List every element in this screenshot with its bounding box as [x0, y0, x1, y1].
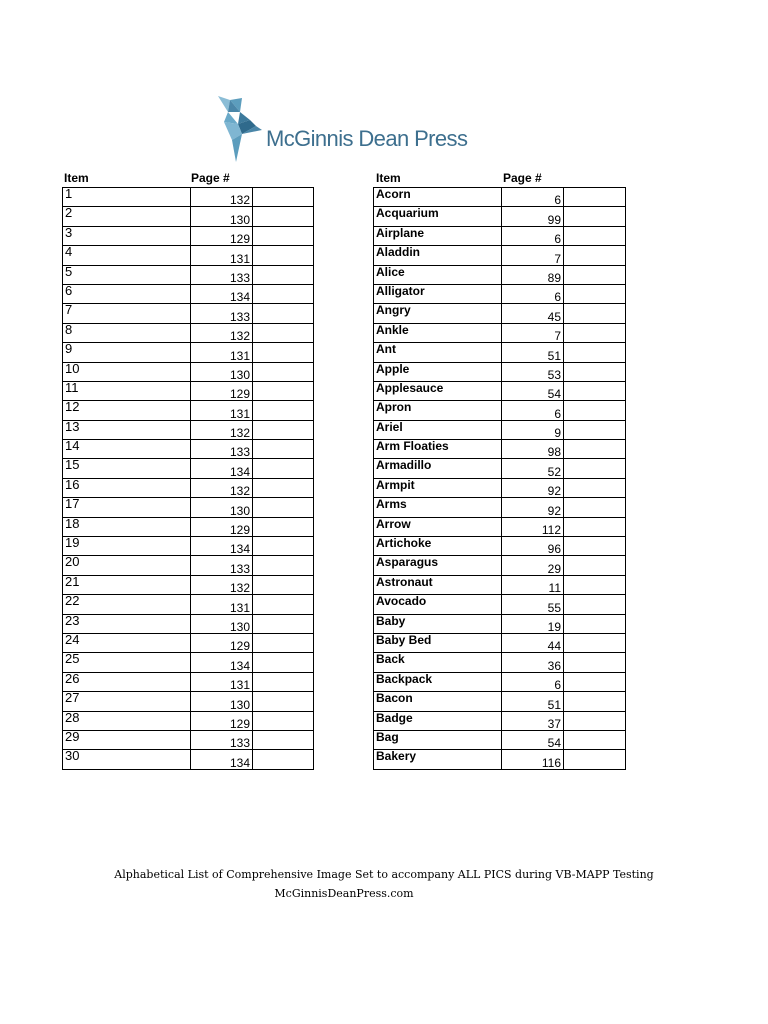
- blank-cell: [253, 284, 314, 303]
- blank-cell: [253, 207, 314, 226]
- page-cell: 29: [502, 556, 564, 575]
- table-row: [63, 556, 314, 575]
- table-row: [374, 440, 626, 459]
- item-cell: 25: [63, 653, 191, 672]
- blank-cell: [564, 188, 626, 207]
- item-cell: 1: [63, 188, 191, 207]
- page-cell: 134: [191, 750, 253, 769]
- item-cell: 9: [63, 343, 191, 362]
- page-cell: 131: [191, 672, 253, 691]
- blank-cell: [564, 304, 626, 323]
- blank-cell: [564, 478, 626, 497]
- page-cell: 6: [502, 284, 564, 303]
- item-cell: Bag: [374, 730, 502, 749]
- table-row: [63, 537, 314, 556]
- blank-cell: [253, 343, 314, 362]
- page-cell: 89: [502, 265, 564, 284]
- blank-cell: [564, 440, 626, 459]
- table-row: [63, 226, 314, 245]
- item-cell: 28: [63, 711, 191, 730]
- table-row: [63, 343, 314, 362]
- item-cell: 3: [63, 226, 191, 245]
- blank-cell: [253, 633, 314, 652]
- table-row: [374, 730, 626, 749]
- item-cell: 27: [63, 692, 191, 711]
- blank-cell: [253, 459, 314, 478]
- item-cell: 22: [63, 595, 191, 614]
- blank-cell: [564, 730, 626, 749]
- page-cell: 6: [502, 672, 564, 691]
- table-row: [63, 323, 314, 342]
- blank-cell: [564, 692, 626, 711]
- table-row: [374, 672, 626, 691]
- table-row: [63, 207, 314, 226]
- page-cell: 132: [191, 420, 253, 439]
- blank-cell: [564, 517, 626, 536]
- page-cell: 116: [502, 750, 564, 769]
- item-cell: Apple: [374, 362, 502, 381]
- blank-cell: [253, 362, 314, 381]
- blank-cell: [564, 459, 626, 478]
- blank-cell: [564, 556, 626, 575]
- table-row: [63, 498, 314, 517]
- page-cell: 132: [191, 323, 253, 342]
- page-cell: 131: [191, 343, 253, 362]
- page-cell: 45: [502, 304, 564, 323]
- item-cell: 26: [63, 672, 191, 691]
- item-cell: Acquarium: [374, 207, 502, 226]
- page-cell: 6: [502, 188, 564, 207]
- blank-cell: [564, 362, 626, 381]
- blank-cell: [253, 440, 314, 459]
- item-cell: 14: [63, 440, 191, 459]
- numbered-items-table: [62, 187, 314, 770]
- table-row: [374, 556, 626, 575]
- table-row: [374, 537, 626, 556]
- table-row: [63, 614, 314, 633]
- blank-cell: [564, 575, 626, 594]
- item-cell: Alligator: [374, 284, 502, 303]
- page-cell: 44: [502, 633, 564, 652]
- item-cell: 30: [63, 750, 191, 769]
- blank-cell: [253, 711, 314, 730]
- page-cell: 11: [502, 575, 564, 594]
- page-cell: 54: [502, 730, 564, 749]
- blank-cell: [564, 498, 626, 517]
- origami-bird-icon: [216, 94, 268, 166]
- table-row: [374, 692, 626, 711]
- item-cell: Armadillo: [374, 459, 502, 478]
- blank-cell: [253, 537, 314, 556]
- item-cell: 5: [63, 265, 191, 284]
- page-cell: 130: [191, 498, 253, 517]
- page-cell: 54: [502, 381, 564, 400]
- table-row: [63, 420, 314, 439]
- table-row: [374, 614, 626, 633]
- blank-cell: [564, 750, 626, 769]
- item-cell: 11: [63, 381, 191, 400]
- table-row: [63, 711, 314, 730]
- page-cell: 53: [502, 362, 564, 381]
- table-row: [63, 265, 314, 284]
- table-row: [63, 188, 314, 207]
- item-cell: Baby Bed: [374, 633, 502, 652]
- table-row: [374, 304, 626, 323]
- blank-cell: [253, 226, 314, 245]
- footer-website: McGinnisDeanPress.com: [274, 887, 414, 900]
- item-cell: Arrow: [374, 517, 502, 536]
- page-cell: 132: [191, 575, 253, 594]
- blank-cell: [564, 633, 626, 652]
- page-cell: 99: [502, 207, 564, 226]
- page-cell: 52: [502, 459, 564, 478]
- blank-cell: [253, 265, 314, 284]
- page-cell: 133: [191, 556, 253, 575]
- table-row: [63, 246, 314, 265]
- table-row: [63, 304, 314, 323]
- table-row: [63, 692, 314, 711]
- item-cell: 7: [63, 304, 191, 323]
- table-row: [374, 711, 626, 730]
- table-row: [374, 381, 626, 400]
- item-cell: Angry: [374, 304, 502, 323]
- item-cell: 23: [63, 614, 191, 633]
- page-cell: 19: [502, 614, 564, 633]
- table-row: [374, 478, 626, 497]
- blank-cell: [253, 692, 314, 711]
- item-cell: Bakery: [374, 750, 502, 769]
- page-cell: 92: [502, 498, 564, 517]
- blank-cell: [253, 517, 314, 536]
- table-row: [374, 575, 626, 594]
- page-cell: 129: [191, 711, 253, 730]
- item-cell: Aladdin: [374, 246, 502, 265]
- page-cell: 133: [191, 440, 253, 459]
- blank-cell: [564, 381, 626, 400]
- page-cell: 134: [191, 653, 253, 672]
- blank-cell: [253, 595, 314, 614]
- blank-cell: [253, 556, 314, 575]
- page-cell: 98: [502, 440, 564, 459]
- table-row: [374, 284, 626, 303]
- table-row: [374, 188, 626, 207]
- blank-cell: [564, 284, 626, 303]
- table-row: [63, 440, 314, 459]
- item-cell: 13: [63, 420, 191, 439]
- blank-cell: [564, 265, 626, 284]
- page-cell: 130: [191, 692, 253, 711]
- publisher-name: McGinnis Dean Press: [266, 126, 468, 151]
- blank-cell: [564, 343, 626, 362]
- blank-cell: [253, 401, 314, 420]
- page-cell: 51: [502, 692, 564, 711]
- item-cell: 20: [63, 556, 191, 575]
- item-cell: Backpack: [374, 672, 502, 691]
- item-cell: 24: [63, 633, 191, 652]
- page-cell: 130: [191, 362, 253, 381]
- table-row: [374, 226, 626, 245]
- page-cell: 132: [191, 478, 253, 497]
- table-row: [374, 265, 626, 284]
- page-cell: 129: [191, 226, 253, 245]
- page-cell: 92: [502, 478, 564, 497]
- item-cell: Badge: [374, 711, 502, 730]
- table-row: [374, 323, 626, 342]
- blank-cell: [253, 323, 314, 342]
- blank-cell: [253, 730, 314, 749]
- blank-cell: [253, 498, 314, 517]
- page-cell: 133: [191, 304, 253, 323]
- item-cell: Astronaut: [374, 575, 502, 594]
- blank-cell: [564, 595, 626, 614]
- table-row: [63, 750, 314, 769]
- item-cell: Arms: [374, 498, 502, 517]
- item-cell: Bacon: [374, 692, 502, 711]
- blank-cell: [564, 711, 626, 730]
- table-row: [63, 730, 314, 749]
- table-row: [63, 633, 314, 652]
- table-row: [63, 478, 314, 497]
- item-cell: 17: [63, 498, 191, 517]
- page-cell: 129: [191, 381, 253, 400]
- page-cell: 131: [191, 246, 253, 265]
- item-cell: Back: [374, 653, 502, 672]
- blank-cell: [253, 246, 314, 265]
- publisher-logo: [216, 94, 468, 166]
- item-cell: Applesauce: [374, 381, 502, 400]
- table-row: [374, 401, 626, 420]
- table-row: [63, 362, 314, 381]
- page-cell: 131: [191, 401, 253, 420]
- item-cell: 18: [63, 517, 191, 536]
- left-header-page: Page #: [191, 171, 230, 185]
- right-header-item: Item: [376, 171, 401, 185]
- page-cell: 132: [191, 188, 253, 207]
- blank-cell: [253, 750, 314, 769]
- table-row: [63, 575, 314, 594]
- page-cell: 131: [191, 595, 253, 614]
- blank-cell: [564, 246, 626, 265]
- blank-cell: [564, 207, 626, 226]
- item-cell: Ariel: [374, 420, 502, 439]
- blank-cell: [564, 537, 626, 556]
- table-row: [374, 750, 626, 769]
- table-row: [63, 401, 314, 420]
- blank-cell: [253, 653, 314, 672]
- table-row: [374, 498, 626, 517]
- page-cell: 37: [502, 711, 564, 730]
- table-row: [63, 595, 314, 614]
- blank-cell: [564, 401, 626, 420]
- alphabetical-items-table: [373, 187, 626, 770]
- item-cell: Apron: [374, 401, 502, 420]
- table-row: [374, 595, 626, 614]
- item-cell: Avocado: [374, 595, 502, 614]
- item-cell: Acorn: [374, 188, 502, 207]
- item-cell: 29: [63, 730, 191, 749]
- table-row: [374, 207, 626, 226]
- item-cell: Airplane: [374, 226, 502, 245]
- item-cell: Arm Floaties: [374, 440, 502, 459]
- blank-cell: [564, 672, 626, 691]
- blank-cell: [564, 614, 626, 633]
- page-cell: 6: [502, 401, 564, 420]
- table-row: [63, 517, 314, 536]
- page-cell: 7: [502, 246, 564, 265]
- page-cell: 51: [502, 343, 564, 362]
- item-cell: 16: [63, 478, 191, 497]
- item-cell: 8: [63, 323, 191, 342]
- blank-cell: [253, 420, 314, 439]
- page-cell: 55: [502, 595, 564, 614]
- page-cell: 133: [191, 265, 253, 284]
- page-cell: 129: [191, 517, 253, 536]
- blank-cell: [253, 614, 314, 633]
- item-cell: 4: [63, 246, 191, 265]
- table-row: [63, 672, 314, 691]
- page-cell: 112: [502, 517, 564, 536]
- item-cell: 21: [63, 575, 191, 594]
- item-cell: Baby: [374, 614, 502, 633]
- page-cell: 133: [191, 730, 253, 749]
- table-row: [374, 362, 626, 381]
- blank-cell: [564, 653, 626, 672]
- table-row: [63, 381, 314, 400]
- page-cell: 134: [191, 459, 253, 478]
- blank-cell: [253, 672, 314, 691]
- blank-cell: [253, 381, 314, 400]
- blank-cell: [253, 304, 314, 323]
- table-row: [374, 633, 626, 652]
- item-cell: 6: [63, 284, 191, 303]
- page-cell: 130: [191, 207, 253, 226]
- page-cell: 6: [502, 226, 564, 245]
- blank-cell: [564, 226, 626, 245]
- table-row: [63, 653, 314, 672]
- page-cell: 130: [191, 614, 253, 633]
- left-header-item: Item: [64, 171, 89, 185]
- blank-cell: [253, 575, 314, 594]
- item-cell: 10: [63, 362, 191, 381]
- item-cell: 15: [63, 459, 191, 478]
- table-row: [374, 420, 626, 439]
- item-cell: Armpit: [374, 478, 502, 497]
- blank-cell: [564, 323, 626, 342]
- page-cell: 96: [502, 537, 564, 556]
- blank-cell: [253, 478, 314, 497]
- page-cell: 9: [502, 420, 564, 439]
- blank-cell: [564, 420, 626, 439]
- item-cell: 2: [63, 207, 191, 226]
- page-cell: 134: [191, 537, 253, 556]
- table-row: [63, 284, 314, 303]
- right-header-page: Page #: [503, 171, 542, 185]
- table-row: [374, 517, 626, 536]
- item-cell: Ankle: [374, 323, 502, 342]
- item-cell: Artichoke: [374, 537, 502, 556]
- item-cell: 19: [63, 537, 191, 556]
- item-cell: 12: [63, 401, 191, 420]
- footer-description: Alphabetical List of Comprehensive Image Set to accompany ALL PICS during VB-MAPP Testing: [114, 868, 654, 881]
- page-cell: 7: [502, 323, 564, 342]
- table-row: [63, 459, 314, 478]
- page-cell: 129: [191, 633, 253, 652]
- table-row: [374, 653, 626, 672]
- page-cell: 134: [191, 284, 253, 303]
- item-cell: Alice: [374, 265, 502, 284]
- table-row: [374, 343, 626, 362]
- page-cell: 36: [502, 653, 564, 672]
- table-row: [374, 459, 626, 478]
- item-cell: Asparagus: [374, 556, 502, 575]
- item-cell: Ant: [374, 343, 502, 362]
- table-row: [374, 246, 626, 265]
- blank-cell: [253, 188, 314, 207]
